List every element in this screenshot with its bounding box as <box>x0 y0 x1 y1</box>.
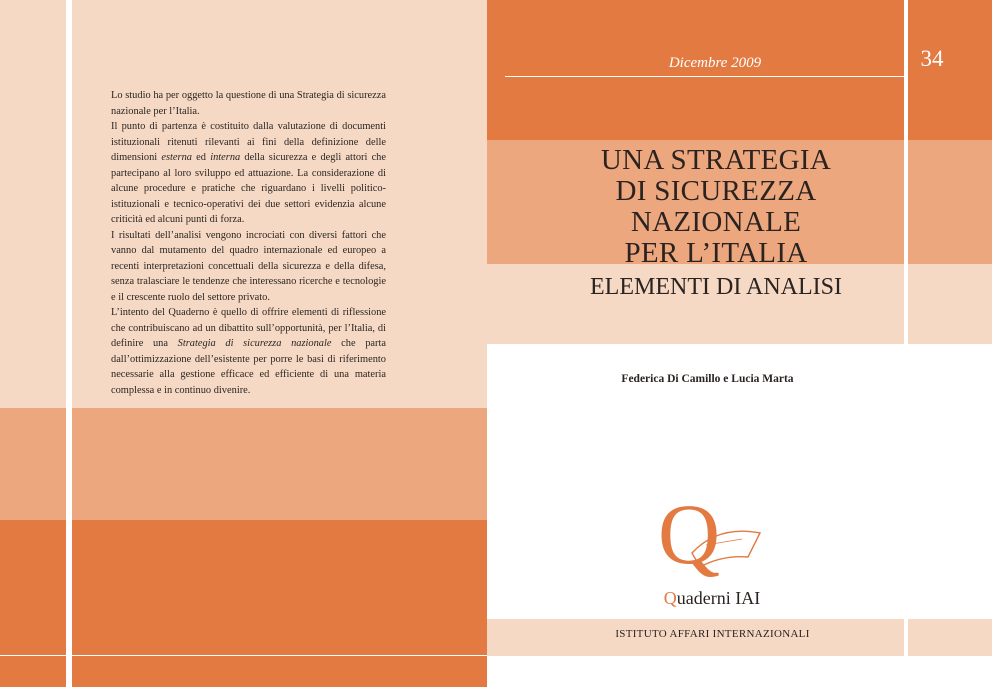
svg-text:Q: Q <box>658 495 721 582</box>
title-line: DI SICUREZZA <box>615 175 817 207</box>
abstract-paragraph: L’intento del Quaderno è quello di offrire elementi di riflessione che contribuiscano ad un dibattito sull’opportunità, per l’Italia, di definire una Strategia di sicurezza nazionale che parta dall’ottimizzazione dell’esistente per porre le basi di riferimento necessarie alla gestione efficace ed efficiente di una materia complessa e in continuo divenire. <box>111 307 387 396</box>
back-cover-dark-band <box>0 520 487 687</box>
front-cover-bottom-strip <box>487 656 992 687</box>
abstract-text <box>111 88 386 398</box>
book-subtitle: ELEMENTI DI ANALISI <box>590 274 842 300</box>
issue-number: 34 <box>920 46 944 71</box>
date-rule <box>505 76 905 77</box>
abstract-paragraph: Lo studio ha per oggetto la questione di una Strategia di sicurezza nazionale per l’Italia. <box>111 90 386 117</box>
divider-line <box>0 655 487 656</box>
title-line: UNA STRATEGIA <box>600 144 832 176</box>
quaderni-iai-logo-icon <box>640 495 780 585</box>
divider-line <box>70 0 72 687</box>
title-line: NAZIONALE <box>630 206 802 238</box>
title-line: PER L’ITALIA <box>624 237 808 269</box>
abstract-paragraph: I risultati dell’analisi vengono incrociati con diversi fattori che vanno dal mutamento del quadro internazionale ed europeo a recenti interpretazioni concettuali della sicurezza e della difesa, senza tralasciare le tendenze che interessano ricerche e tecnologie e il crescente ruolo del settore privato. <box>111 229 386 303</box>
back-cover-mid-band <box>0 408 487 520</box>
publisher-name: ISTITUTO AFFARI INTERNAZIONALI <box>615 628 810 640</box>
abstract-paragraph: Il punto di partenza è costituito dalla valutazione di documenti istituzionali ritenuti rilevanti ai fini della definizione delle dimensioni esterna ed interna della sicurezza e degli attori che partecipano al loro sviluppo ed attuazione. La considerazione di alcune procedure e pratiche che riguardano i livelli politico-istituzionali e tecnico-operativi dei due settori evidenzia alcune criticità ed alcuni punti di forza. <box>111 121 386 225</box>
authors: Federica Di Camillo e Lucia Marta <box>621 373 794 385</box>
book-title <box>530 145 902 301</box>
publication-date: Dicembre 2009 <box>668 55 762 71</box>
divider-line <box>904 0 908 656</box>
series-name: Quaderni IAI <box>663 588 761 608</box>
